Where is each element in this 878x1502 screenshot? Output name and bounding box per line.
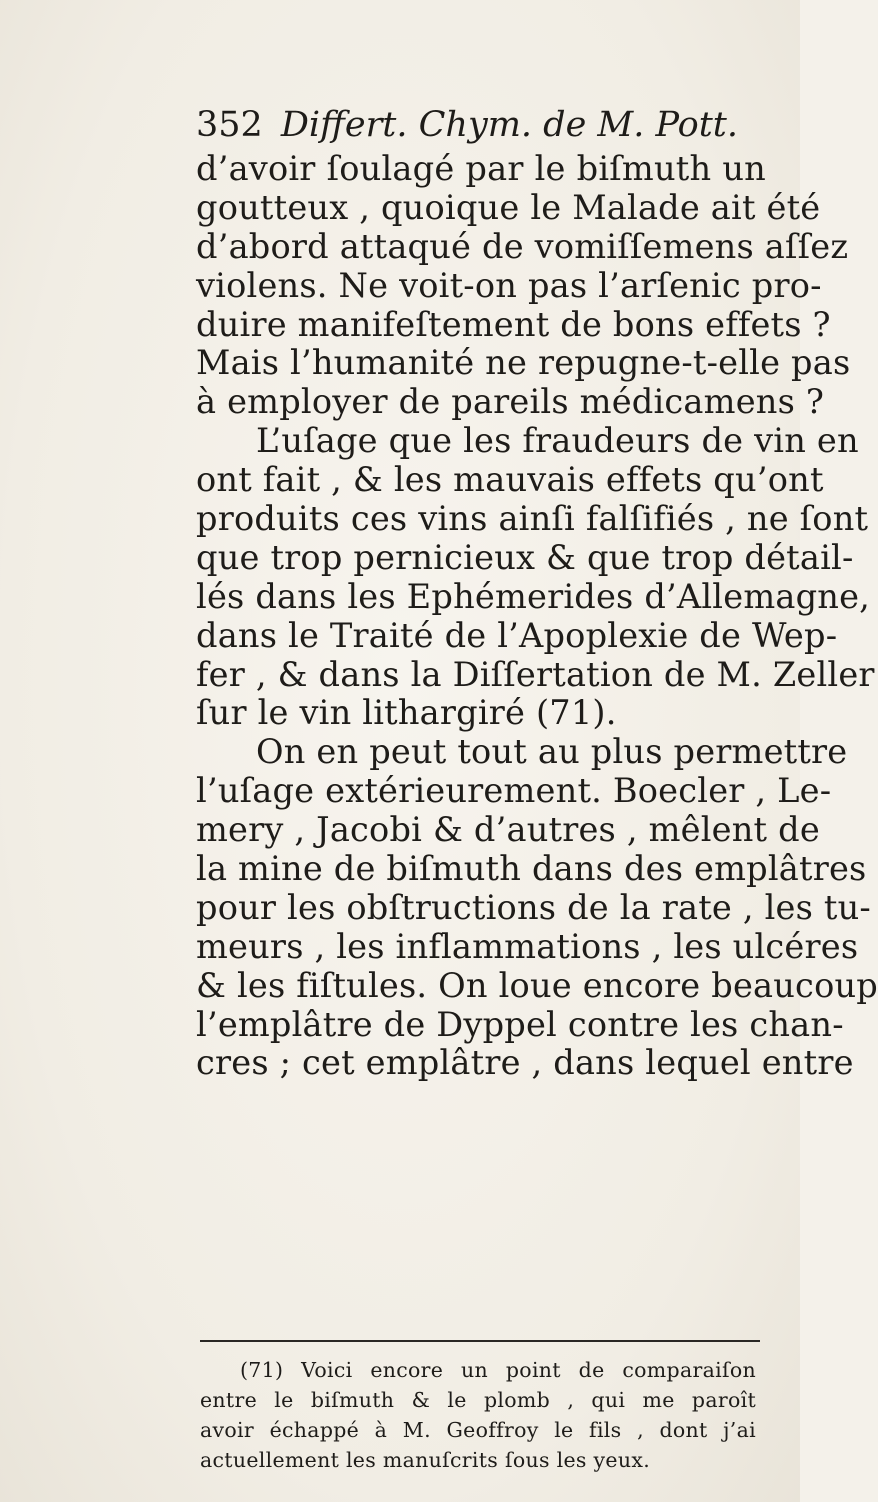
text-line: ſur le vin lithargiré (71). [196, 693, 617, 733]
text-line: d’avoir ſoulagé par le biſmuth un [196, 149, 766, 188]
text-line: On en peut tout au plus permettre [256, 732, 848, 772]
text-line: fer , & dans la Diſſertation de M. Zeller [196, 654, 875, 694]
footnote [200, 1355, 756, 1475]
text-line: lés dans les Ephémerides d’Allemagne, [196, 576, 871, 616]
text-line: l’uſage extérieurement. Boecler , Le- [196, 771, 832, 811]
text-line: la mine de biſmuth dans des emplâtres [196, 849, 867, 889]
text-line: & les fiſtules. On loue encore beaucoup [196, 965, 878, 1005]
text-line: l’emplâtre de Dyppel contre les chan- [196, 1004, 844, 1044]
footnote-line: avoir échappé à M. Geoffroy le fils , dont j’ai [200, 1418, 756, 1442]
text-line: cres ; cet emplâtre , dans lequel entre [196, 1043, 854, 1083]
footnote-line: actuellement les manuſcrits ſous les yeux. [200, 1448, 651, 1472]
footnote-line: entre le biſmuth & le plomb , qui me paroît [200, 1388, 756, 1412]
text-line: Mais l’humanité ne repugne-t-elle pas [196, 343, 851, 383]
text-line: goutteux , quoique le Malade ait été [196, 187, 821, 227]
text-line: ont fait , & les mauvais effets qu’ont [196, 460, 824, 500]
running-header [196, 100, 756, 150]
footnote-line: (71) Voici encore un point de comparaiſon [240, 1358, 756, 1382]
text-line: produits ces vins ainſi falſifiés , ne ſont [196, 499, 869, 539]
text-line: pour les obſtructions de la rate , les tu- [196, 887, 871, 927]
text-line: à employer de pareils médicamens ? [196, 382, 825, 422]
text-line: duire manifeſtement de bons effets ? [196, 304, 831, 344]
main-text [196, 149, 878, 1083]
running-title: Differt. Chym. de M. Pott. [280, 105, 738, 145]
text-line: d’abord attaqué de vomiſſemens aſſez [196, 226, 849, 266]
text-line: que trop pernicieux & que trop détail- [196, 537, 854, 577]
text-line: dans le Traité de l’Apoplexie de Wep- [196, 615, 838, 655]
footnote-rule [200, 1340, 760, 1342]
page-number: 352 [196, 105, 263, 145]
text-line: mery , Jacobi & d’autres , mêlent de [196, 810, 820, 850]
text-line: meurs , les inflammations , les ulcéres [196, 926, 859, 966]
text-line: violens. Ne voit-on pas l’arſenic pro- [196, 265, 822, 305]
text-line: L’uſage que les fraudeurs de vin en [256, 421, 859, 461]
